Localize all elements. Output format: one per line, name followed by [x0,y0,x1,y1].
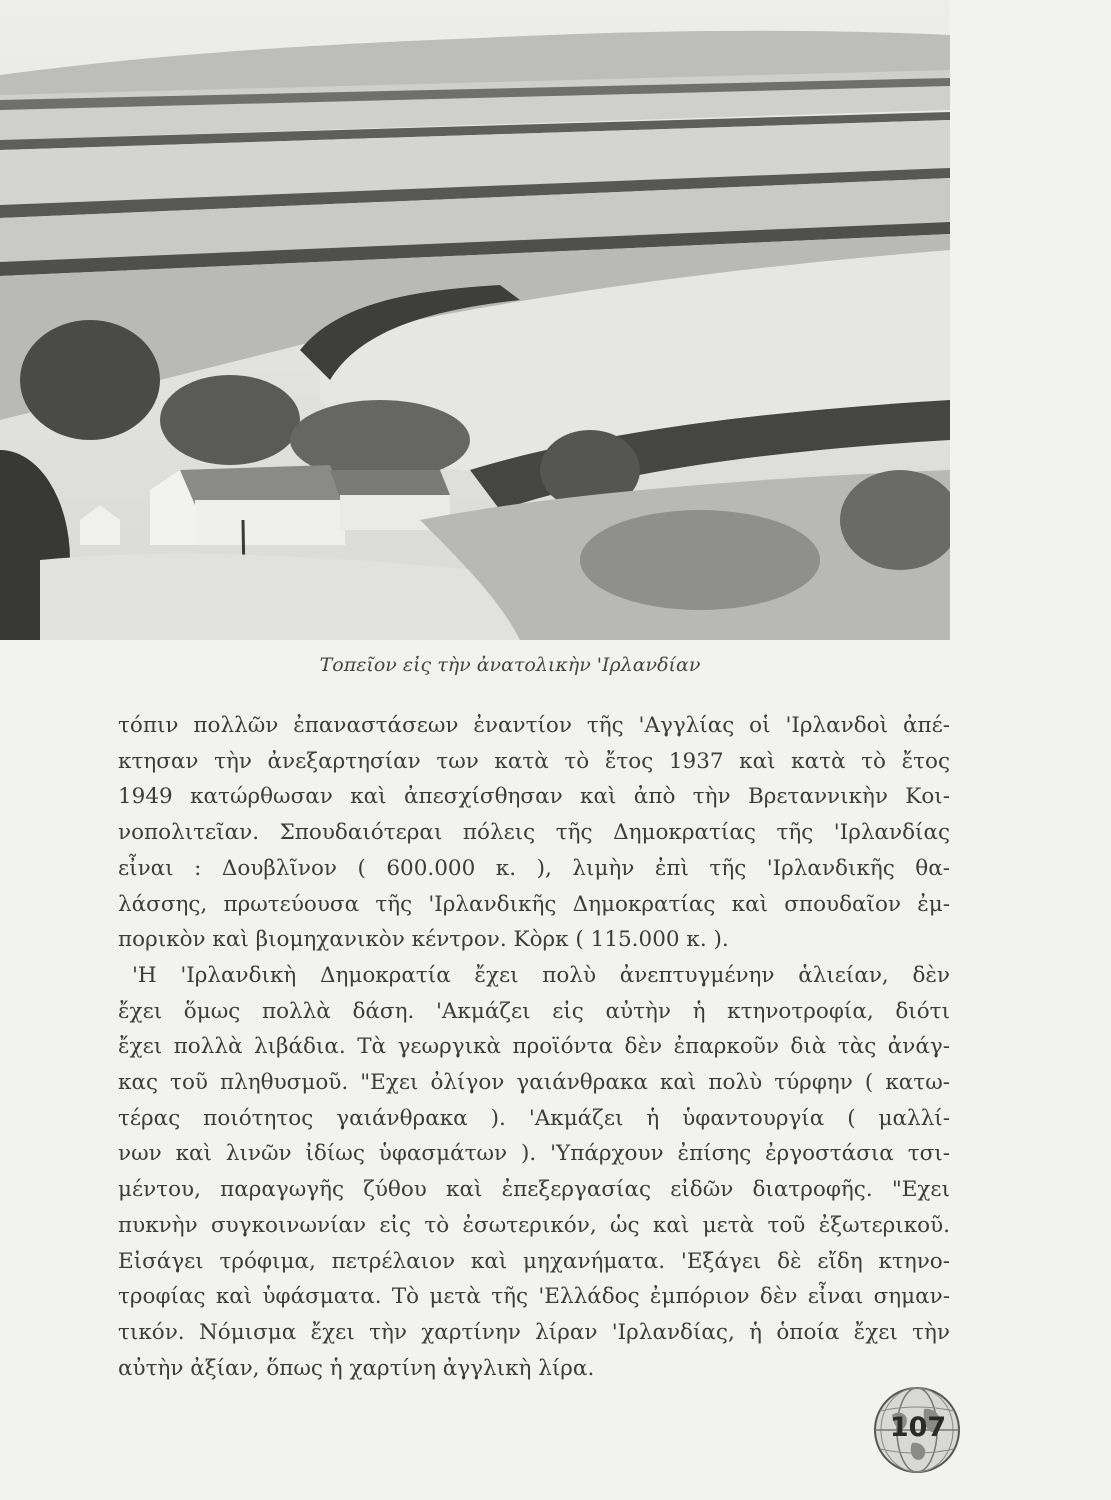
text-line: ἔχει πολλὰ λιβάδια. Τὰ γεωργικὰ προϊόντα δὲν ἐπαρκοῦν διὰ τὰς ἀνάγ- [118,1034,950,1060]
text-line: μέντου, παραγωγῆς ζύθου καὶ ἐπεξεργασίας εἰδῶν διατροφῆς. "Εχει [118,1177,950,1203]
body-text [118,708,950,1386]
text-line: τόπιν πολλῶν ἐπαναστάσεων ἐναντίον τῆς 'Αγγλίας οἱ 'Ιρλανδοὶ ἀπέ- [118,713,950,738]
text-line: Εἰσάγει τρόφιμα, πετρέλαιον καὶ μηχανήματα. 'Εξάγει δὲ εἴδη κτηνο- [118,1248,950,1274]
photo-caption: Τοπεῖον εἰς τὴν ἀνατολικὴν 'Ιρλανδίαν [319,654,701,676]
text-line: νοπολιτεῖαν. Σπουδαιότεραι πόλεις τῆς Δημοκρατίας τῆς 'Ιρλανδίας [118,820,950,846]
text-line: αὐτὴν ἀξίαν, ὅπως ἡ χαρτίνη ἀγγλικὴ λίρα. [118,1355,595,1381]
landscape-photo [0,0,950,640]
text-line: κας τοῦ πληθυσμοῦ. "Εχει ὀλίγον γαιάνθρακα καὶ πολὺ τύρφην ( κατω- [118,1070,950,1096]
text-line: εἶναι : Δουβλῖνον ( 600.000 κ. ), λιμὴν ἐπὶ τῆς 'Ιρλανδικῆς θα- [118,855,950,881]
text-line: λάσσης, πρωτεύουσα τῆς 'Ιρλανδικῆς Δημοκρατίας καὶ σπουδαῖον ἐμ- [118,891,950,917]
text-line: νων καὶ λινῶν ἰδίως ὑφασμάτων ). 'Υπάρχουν ἐπίσης ἐργοστάσια τσι- [118,1141,950,1167]
text-line: κτησαν τὴν ἀνεξαρτησίαν των κατὰ τὸ ἔτος 1937 καὶ κατὰ τὸ ἔτος [118,748,950,774]
text-line: τέρας ποιότητος γαιάνθρακα ). 'Ακμάζει ἡ ὑφαντουργία ( μαλλί- [118,1105,950,1131]
text-line: τροφίας καὶ ὑφάσματα. Τὸ μετὰ τῆς 'Ελλάδος ἐμπόριον δὲν εἶναι σημαν- [118,1284,950,1310]
text-line: 1949 κατώρθωσαν καὶ ἀπεσχίσθησαν καὶ ἀπὸ τὴν Βρεταννικὴν Κοι- [118,784,950,810]
text-line: τικόν. Νόμισμα ἔχει τὴν χαρτίνην λίραν 'Ιρλανδίας, ἡ ὁποία ἔχει τὴν [118,1319,950,1345]
text-line: πυκνὴν συγκοινωνίαν εἰς τὸ ἐσωτερικόν, ὡς καὶ μετὰ τοῦ ἐξωτερικοῦ. [118,1212,950,1238]
text-line: ἔχει ὅμως πολλὰ δάση. 'Ακμάζει εἰς αὐτὴν ἡ κτηνοτροφία, διότι [118,998,950,1024]
page-number: 107 [889,1412,947,1443]
text-line: 'Η 'Ιρλανδικὴ Δημοκρατία ἔχει πολὺ ἀνεπτυγμένην ἁλιείαν, δὲν [132,962,950,988]
text-line: πορικὸν καὶ βιομηχανικὸν κέντρον. Κὸρκ ( 115.000 κ. ). [118,927,729,953]
